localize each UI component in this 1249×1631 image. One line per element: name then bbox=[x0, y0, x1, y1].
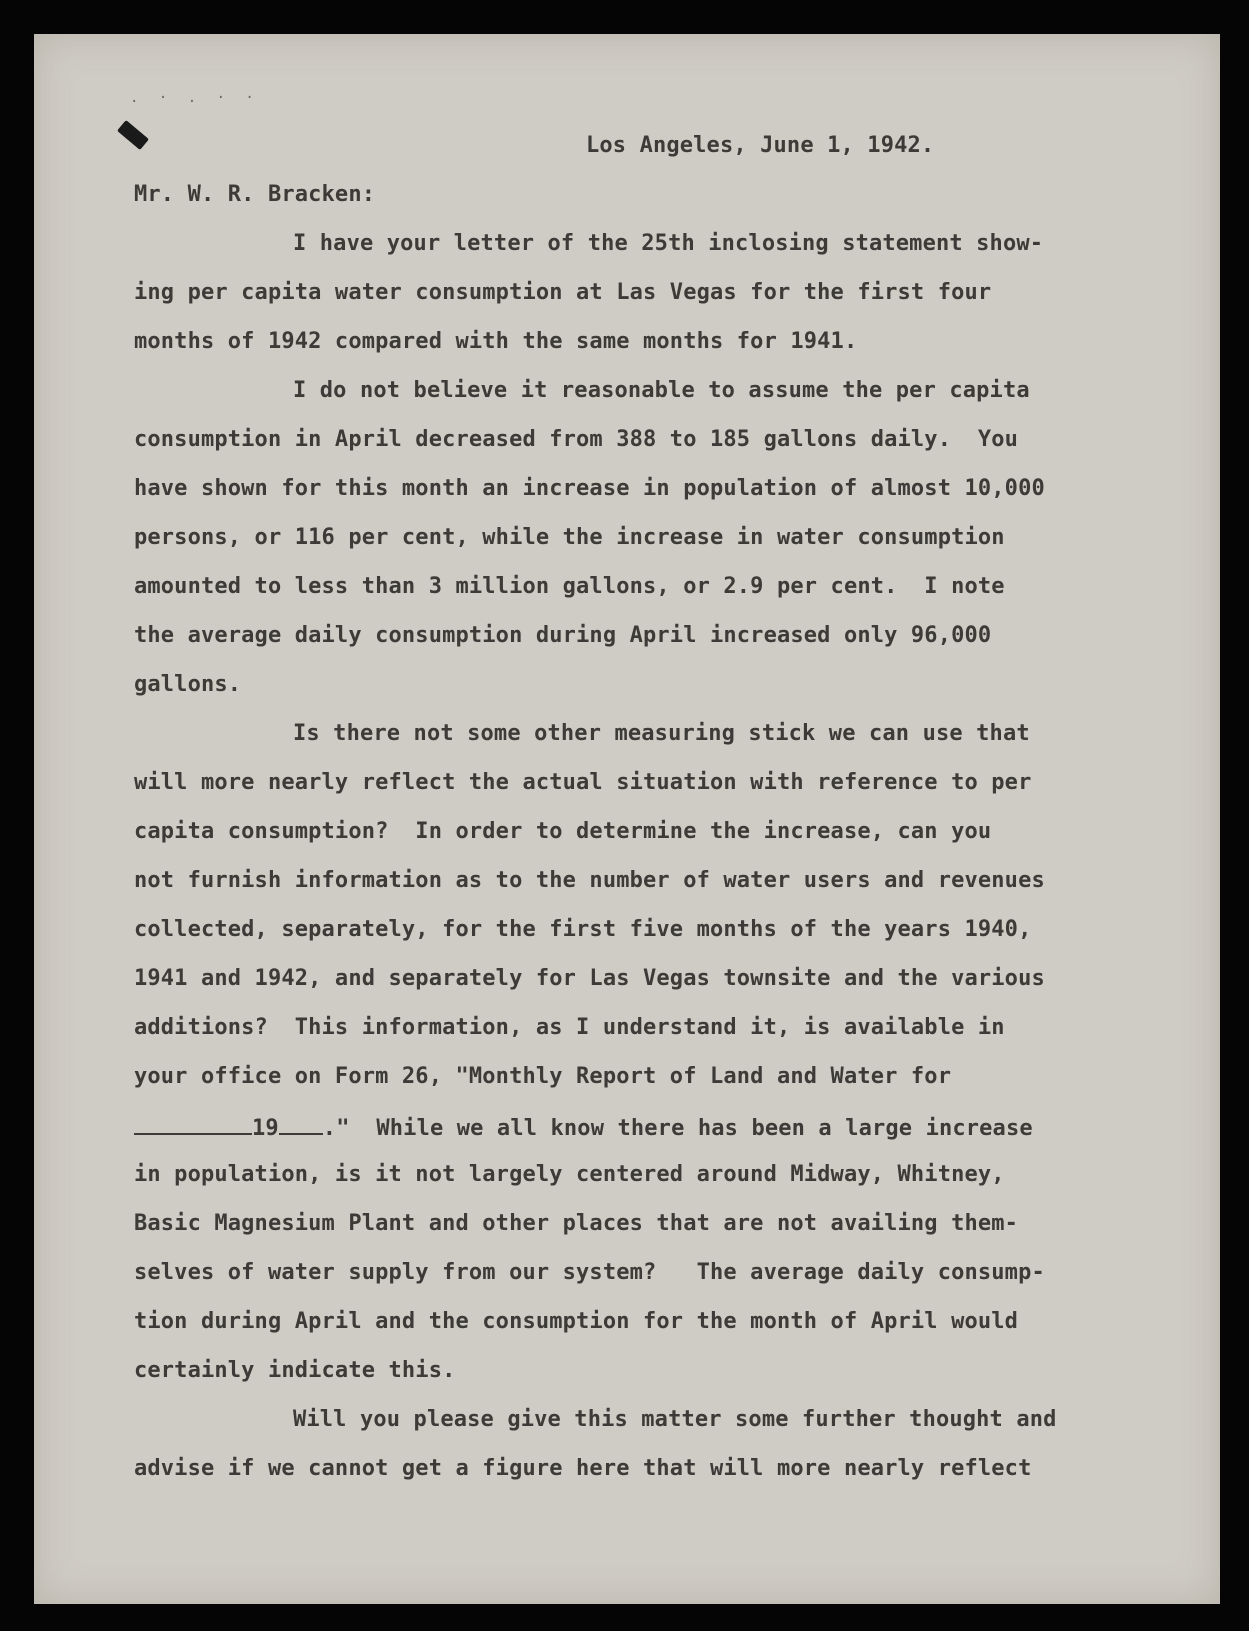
paragraph-3-line-6: 1941 and 1942, and separately for Las Vegas townsite and the various bbox=[134, 966, 1045, 991]
paragraph-2-line-1: I do not believe it reasonable to assume the per capita bbox=[293, 378, 1030, 403]
paragraph-3-line-10: in population, is it not largely centered around Midway, Whitney, bbox=[134, 1162, 1005, 1187]
paragraph-2-line-4: persons, or 116 per cent, while the increase in water consumption bbox=[134, 525, 1005, 550]
paragraph-1-line-2: ing per capita water consumption at Las Vegas for the first four bbox=[134, 280, 992, 305]
paragraph-3-line-1: Is there not some other measuring stick we can use that bbox=[293, 721, 1030, 746]
paragraph-2-line-6: the average daily consumption during April increased only 96,000 bbox=[134, 623, 992, 648]
paragraph-3-line-4: not furnish information as to the number of water users and revenues bbox=[134, 868, 1045, 893]
paragraph-4-line-2: advise if we cannot get a figure here that will more nearly reflect bbox=[134, 1456, 1032, 1481]
paper-specks: . · . · · bbox=[130, 90, 260, 106]
paragraph-3-line-11: Basic Magnesium Plant and other places that are not availing them- bbox=[134, 1211, 1019, 1236]
paragraph-1-line-3: months of 1942 compared with the same months for 1941. bbox=[134, 329, 858, 354]
dateline: Los Angeles, June 1, 1942. bbox=[586, 133, 935, 158]
paragraph-3-line-9 bbox=[134, 1111, 1033, 1144]
paragraph-2-line-2: consumption in April decreased from 388 to 185 gallons daily. You bbox=[134, 427, 1019, 452]
form-line-closing: ." While we all know there has been a large increase bbox=[322, 1116, 1033, 1141]
paragraph-3-line-7: additions? This information, as I understand it, is available in bbox=[134, 1015, 1005, 1040]
paragraph-3-line-14: certainly indicate this. bbox=[134, 1358, 456, 1383]
paragraph-3-line-13: tion during April and the consumption for the month of April would bbox=[134, 1309, 1019, 1334]
salutation: Mr. W. R. Bracken: bbox=[134, 182, 376, 207]
paragraph-2-line-3: have shown for this month an increase in population of almost 10,000 bbox=[134, 476, 1045, 501]
paragraph-3-line-8: your office on Form 26, "Monthly Report of Land and Water for bbox=[134, 1064, 952, 1089]
paragraph-3-line-2: will more nearly reflect the actual situation with reference to per bbox=[134, 770, 1032, 795]
paragraph-3-line-12: selves of water supply from our system? The average daily consump- bbox=[134, 1260, 1045, 1285]
paragraph-4-line-1: Will you please give this matter some further thought and bbox=[293, 1407, 1057, 1432]
form-month-blank bbox=[134, 1111, 252, 1135]
paragraph-2-line-5: amounted to less than 3 million gallons, or 2.9 per cent. I note bbox=[134, 574, 1005, 599]
paragraph-3-line-3: capita consumption? In order to determine the increase, can you bbox=[134, 819, 992, 844]
paragraph-1-line-1: I have your letter of the 25th inclosing statement show- bbox=[293, 231, 1044, 256]
paragraph-3-line-5: collected, separately, for the first five months of the years 1940, bbox=[134, 917, 1032, 942]
form-year-prefix: 19 bbox=[252, 1116, 279, 1141]
form-year-blank bbox=[279, 1111, 323, 1135]
paragraph-2-line-7: gallons. bbox=[134, 672, 242, 697]
